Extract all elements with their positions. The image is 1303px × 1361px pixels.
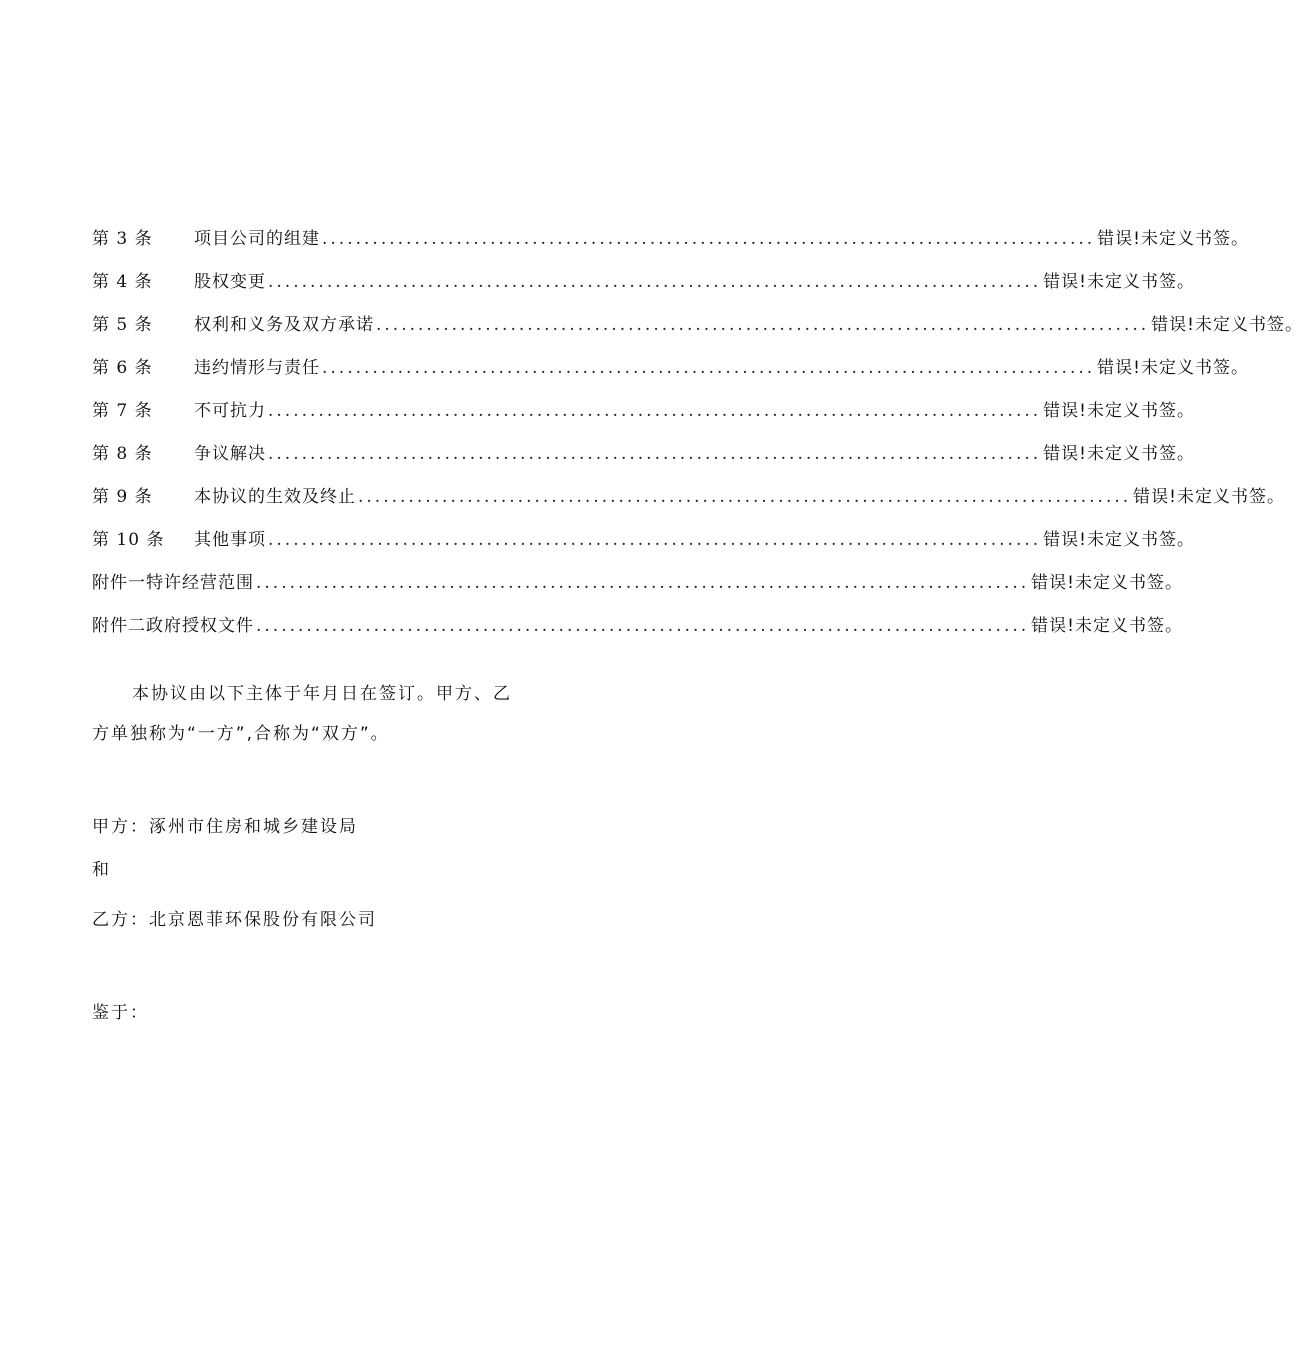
toc-leader-dots: ............................................................................................ (268, 272, 1042, 292)
toc-leader-dots: ............................................................................................ (268, 530, 1042, 550)
toc-leader-dots: ............................................................................................ (376, 315, 1150, 335)
table-of-contents (92, 224, 1303, 654)
toc-entry-number: 第 8 条 (92, 444, 153, 464)
intro-line-1: 本协议由以下主体于年月日在签订。甲方、乙 (132, 684, 512, 704)
intro-line-2: 方单独称为“一方”,合称为“双方”。 (92, 724, 390, 744)
conjunction: 和 (92, 860, 111, 880)
toc-entry-page: 错误!未定义书签。 (1097, 358, 1249, 378)
whereas-heading: 鉴于： (92, 1003, 149, 1023)
toc-entry-number: 第 5 条 (92, 315, 153, 335)
toc-entry[interactable] (92, 525, 1195, 568)
toc-entry-title: 本协议的生效及终止 (194, 487, 356, 507)
toc-entry-number: 第 4 条 (92, 272, 153, 292)
party-b: 乙方：北京恩菲环保股份有限公司 (92, 910, 377, 930)
toc-entry-page: 错误!未定义书签。 (1097, 229, 1249, 249)
party-a: 甲方：涿州市住房和城乡建设局 (92, 817, 358, 837)
toc-entry-title: 违约情形与责任 (194, 358, 320, 378)
toc-entry-title: 项目公司的组建 (194, 229, 320, 249)
toc-entry[interactable] (92, 224, 1249, 267)
toc-leader-dots: ............................................................................................ (322, 229, 1096, 249)
toc-entry-title: 附件二政府授权文件 (92, 616, 254, 636)
toc-entry[interactable] (92, 353, 1249, 396)
toc-leader-dots: ............................................................................................ (256, 616, 1030, 636)
toc-leader-dots: ............................................................................................ (358, 487, 1132, 507)
toc-entry-title: 不可抗力 (194, 401, 266, 421)
toc-leader-dots: ............................................................................................ (268, 401, 1042, 421)
toc-entry-number: 第 10 条 (92, 530, 165, 550)
toc-entry-page: 错误!未定义书签。 (1043, 444, 1195, 464)
toc-entry[interactable] (92, 310, 1303, 353)
toc-entry-title: 其他事项 (194, 530, 266, 550)
toc-entry-page: 错误!未定义书签。 (1043, 401, 1195, 421)
toc-entry[interactable] (92, 611, 1183, 654)
toc-entry-page: 错误!未定义书签。 (1043, 530, 1195, 550)
toc-entry-number: 第 9 条 (92, 487, 153, 507)
toc-entry-page: 错误!未定义书签。 (1151, 315, 1303, 335)
toc-entry-page: 错误!未定义书签。 (1031, 573, 1183, 593)
toc-entry[interactable] (92, 439, 1195, 482)
toc-entry[interactable] (92, 568, 1183, 611)
toc-entry-number: 第 3 条 (92, 229, 153, 249)
toc-entry[interactable] (92, 267, 1195, 310)
toc-entry-number: 第 6 条 (92, 358, 153, 378)
toc-entry-title: 权利和义务及双方承诺 (194, 315, 374, 335)
toc-entry[interactable] (92, 396, 1195, 439)
toc-leader-dots: ............................................................................................ (268, 444, 1042, 464)
toc-entry[interactable] (92, 482, 1285, 525)
toc-entry-page: 错误!未定义书签。 (1043, 272, 1195, 292)
toc-leader-dots: ............................................................................................ (256, 573, 1030, 593)
toc-entry-number: 第 7 条 (92, 401, 153, 421)
toc-entry-page: 错误!未定义书签。 (1133, 487, 1285, 507)
toc-leader-dots: ............................................................................................ (322, 358, 1096, 378)
toc-entry-page: 错误!未定义书签。 (1031, 616, 1183, 636)
toc-entry-title: 股权变更 (194, 272, 266, 292)
toc-entry-title: 争议解决 (194, 444, 266, 464)
toc-entry-title: 附件一特许经营范围 (92, 573, 254, 593)
